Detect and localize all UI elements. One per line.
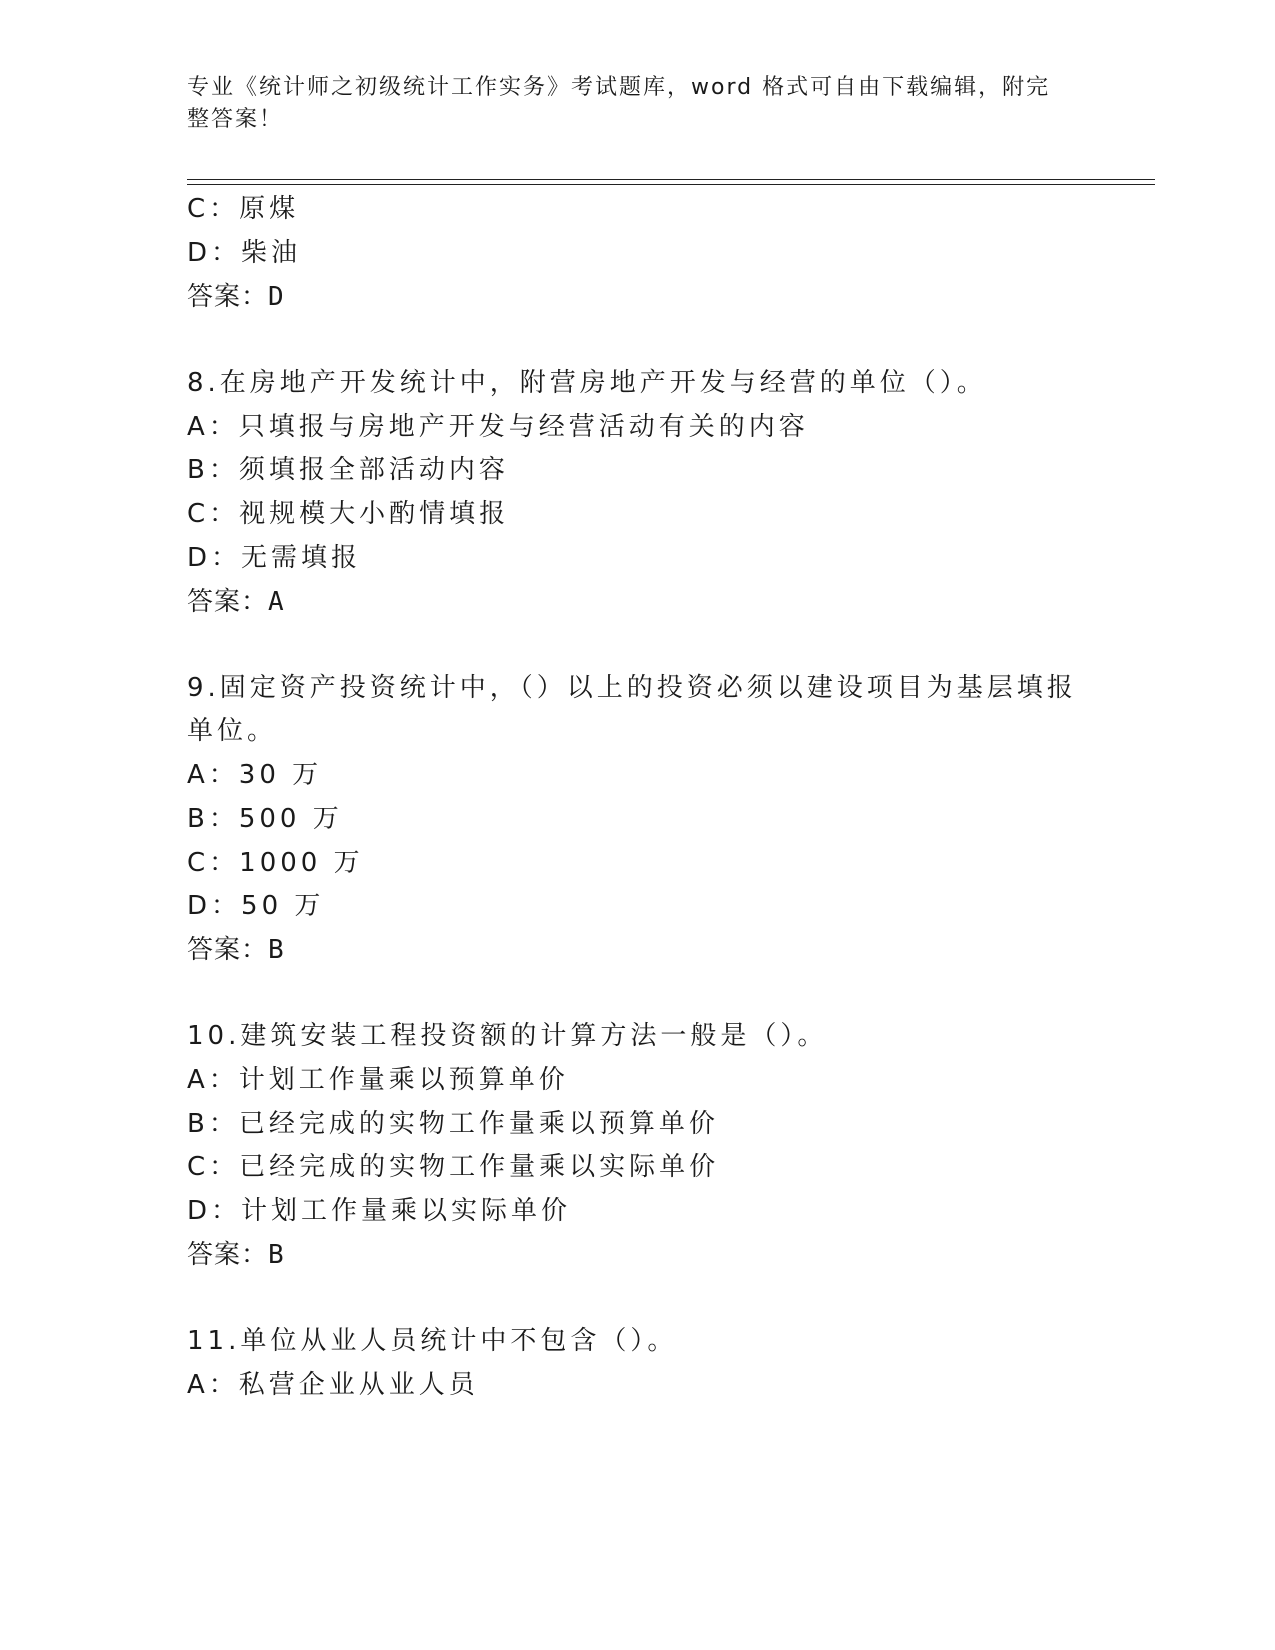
question-stem-line-1: 9.固定资产投资统计中，（）以上的投资必须以建设项目为基层填报 [187, 673, 1077, 703]
answer-value: A [268, 587, 285, 617]
answer-value: B [268, 1240, 285, 1270]
document-header [187, 72, 1067, 136]
option-b: B：已经完成的实物工作量乘以预算单价 [187, 1109, 719, 1139]
header-divider-top [187, 179, 1155, 180]
question-stem: 11.单位从业人员统计中不包含（）。 [187, 1326, 678, 1356]
header-line-2: 整答案！ [187, 107, 284, 132]
answer-value: D [268, 282, 285, 312]
option-d: D：柴油 [187, 238, 302, 268]
option-a: A：只填报与房地产开发与经营活动有关的内容 [187, 412, 809, 442]
answer-line [187, 933, 285, 967]
header-line-1: 专业《统计师之初级统计工作实务》考试题库，word 格式可自由下载编辑，附完 [187, 75, 1051, 100]
option-a: A：计划工作量乘以预算单价 [187, 1065, 569, 1095]
option-c: C：视规模大小酌情填报 [187, 499, 510, 529]
answer-label: 答案： [187, 282, 269, 312]
option-a: A：30 万 [187, 760, 323, 790]
answer-label: 答案： [187, 935, 269, 965]
option-a: A：私营企业从业人员 [187, 1370, 479, 1400]
option-c: C：1000 万 [187, 848, 364, 878]
answer-label: 答案： [187, 1240, 269, 1270]
option-c: C：原煤 [187, 194, 300, 224]
header-divider-bottom [187, 184, 1155, 185]
answer-line [187, 1238, 285, 1272]
option-d: D：计划工作量乘以实际单价 [187, 1196, 572, 1226]
option-b: B：须填报全部活动内容 [187, 455, 509, 485]
answer-line [187, 585, 285, 619]
option-c: C：已经完成的实物工作量乘以实际单价 [187, 1152, 720, 1182]
answer-line [187, 280, 285, 314]
answer-value: B [268, 935, 285, 965]
question-stem: 8.在房地产开发统计中，附营房地产开发与经营的单位（）。 [187, 368, 987, 398]
question-stem: 10.建筑安装工程投资额的计算方法一般是（）。 [187, 1021, 828, 1051]
option-b: B：500 万 [187, 804, 343, 834]
question-stem-line-2: 单位。 [187, 716, 278, 746]
option-d: D：50 万 [187, 891, 325, 921]
answer-label: 答案： [187, 587, 269, 617]
option-d: D：无需填报 [187, 543, 362, 573]
